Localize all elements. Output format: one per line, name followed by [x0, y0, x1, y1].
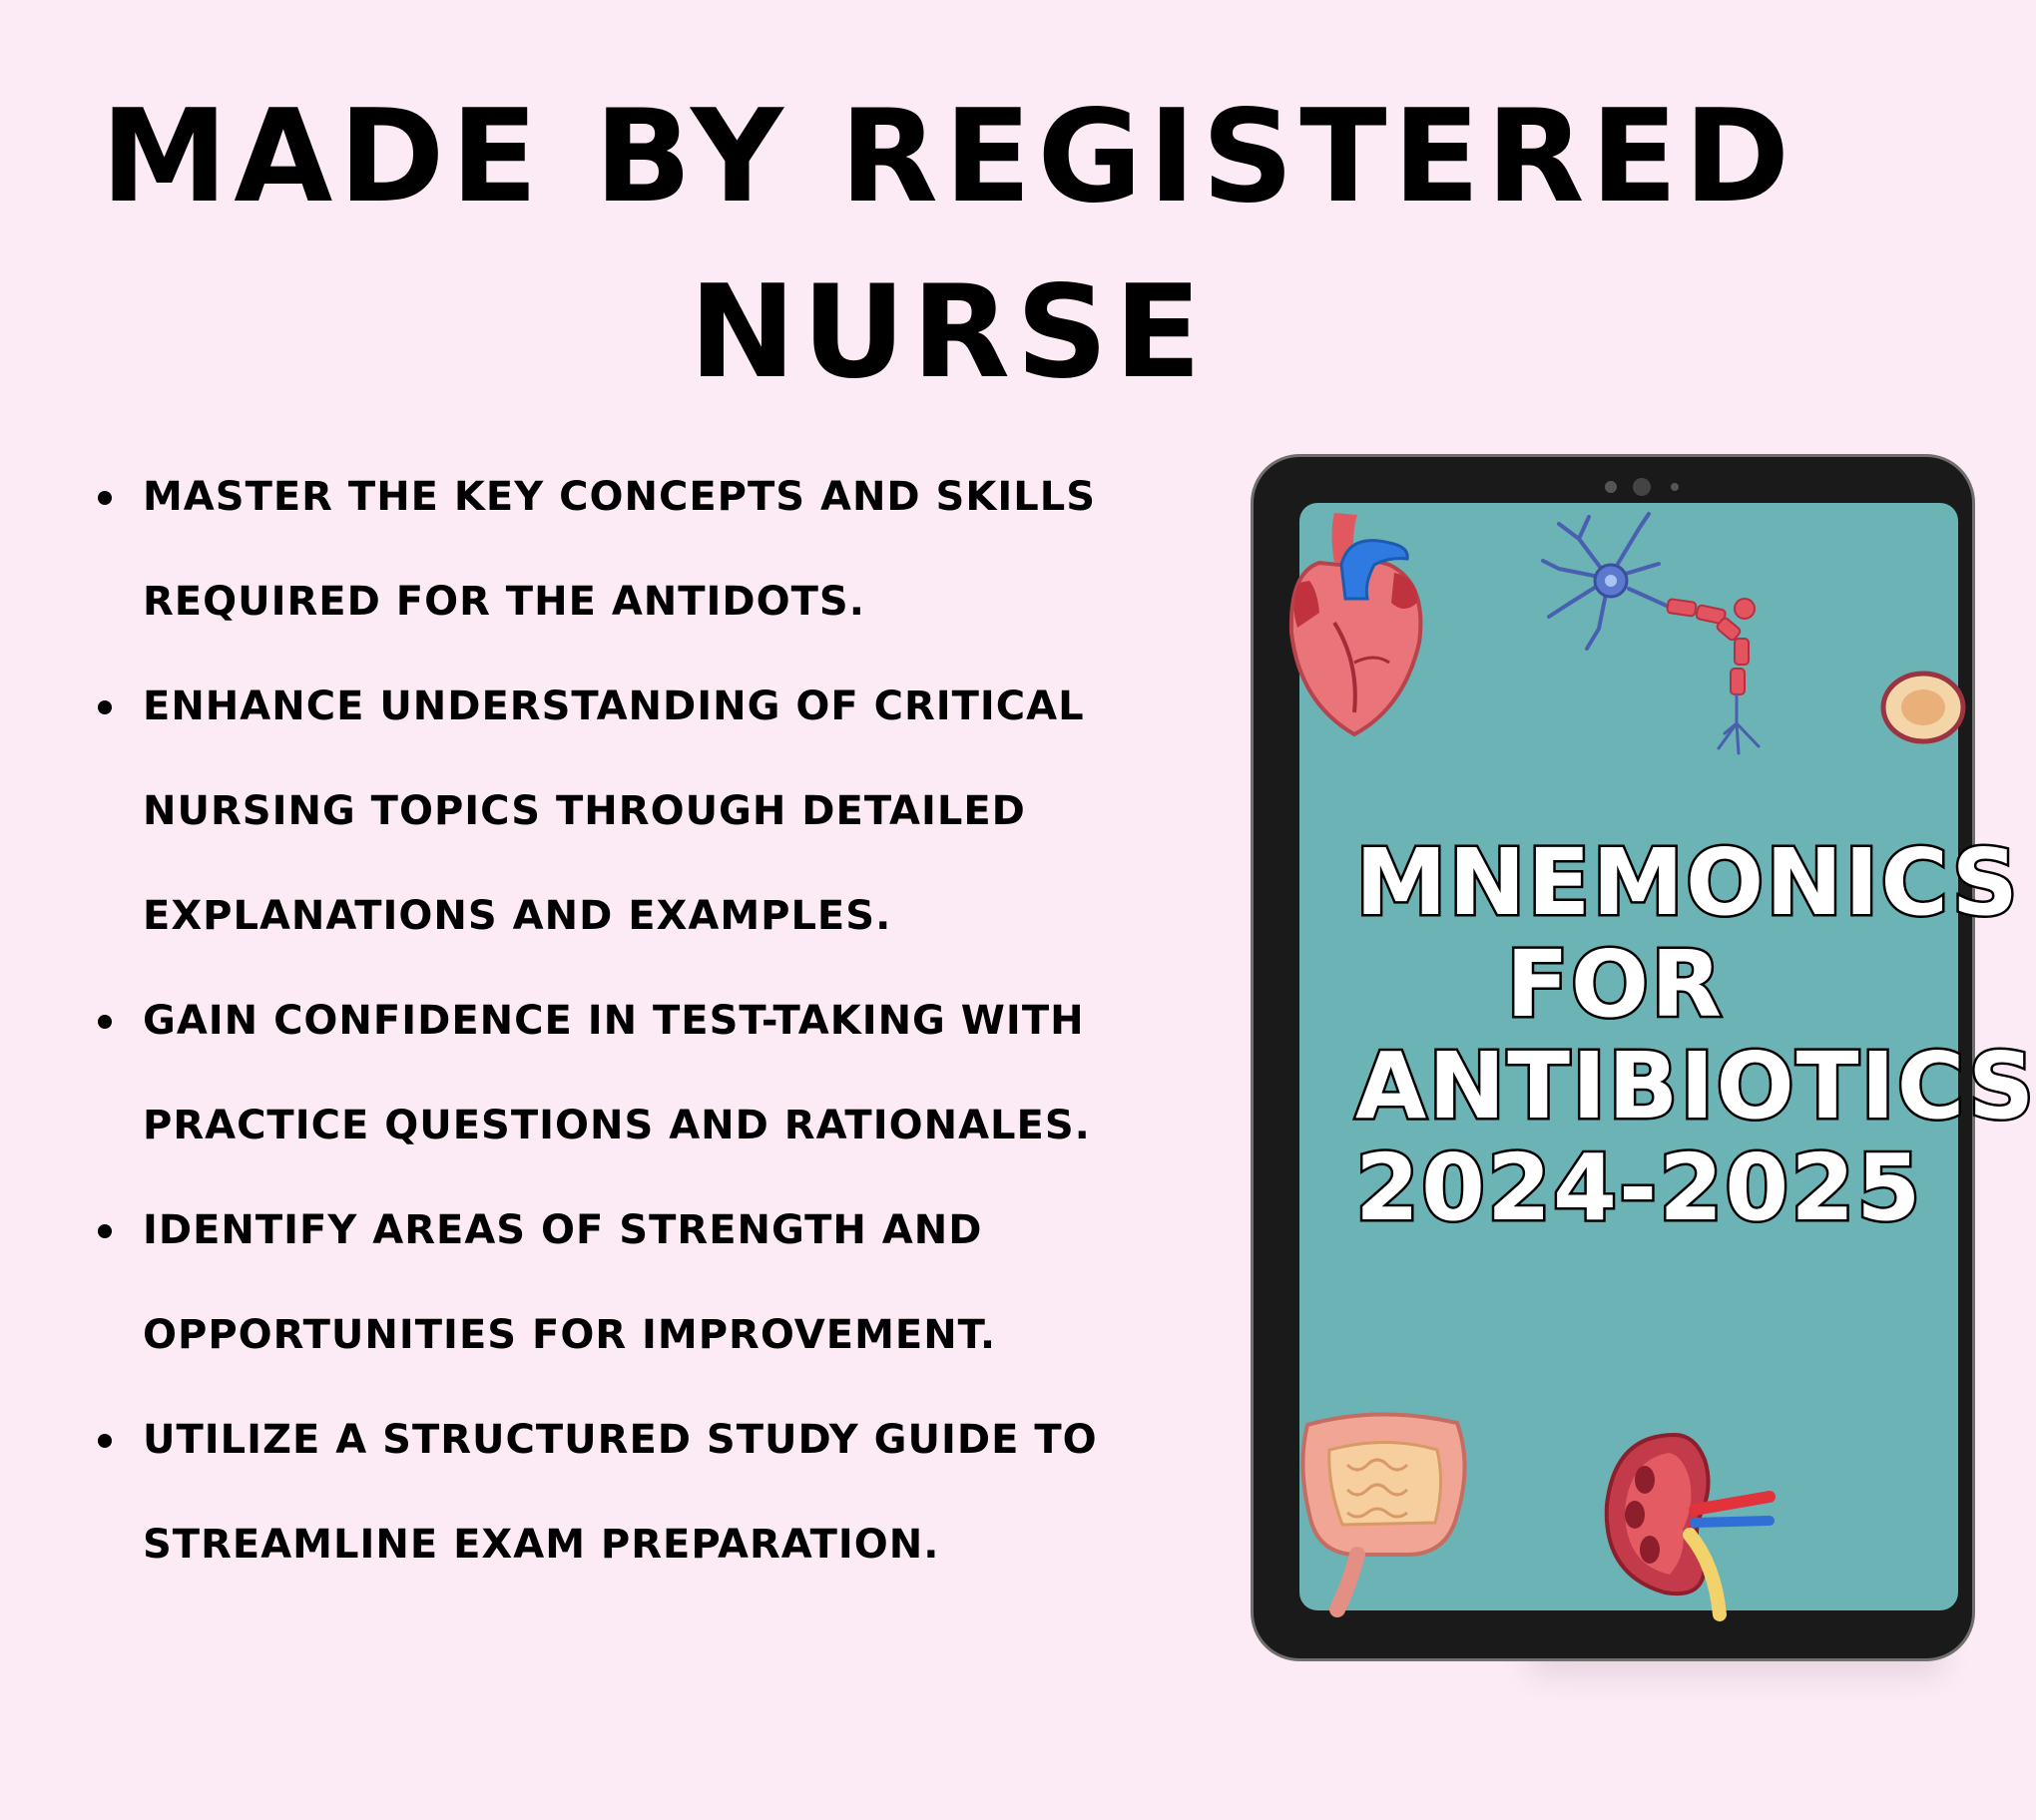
headline-line-1: MADE BY REGISTERED: [100, 83, 1796, 231]
sensor-icon: [1671, 483, 1679, 491]
bullet-icon: [98, 491, 112, 505]
feature-text: UTILIZE A STRUCTURED STUDY GUIDE TO STREAMLINE EXAM PREPARATION.: [143, 1417, 1098, 1568]
headline: [0, 70, 1896, 421]
cover-title-line: 2024-2025: [1355, 1135, 1923, 1241]
feature-item: [95, 445, 1213, 655]
cover-title-line: MNEMONICS: [1355, 829, 2020, 936]
feature-list: [95, 445, 1213, 1597]
cover-title: [1355, 829, 2036, 1241]
tablet-mockup: [1254, 457, 2036, 1658]
feature-text: GAIN CONFIDENCE IN TEST-TAKING WITH PRACTICE QUESTIONS AND RATIONALES.: [143, 998, 1091, 1148]
sensor-icon: [1605, 481, 1617, 493]
feature-item: [95, 1178, 1213, 1388]
bullet-icon: [98, 1224, 112, 1238]
kidney-icon: [1595, 1425, 1784, 1614]
feature-item: [95, 969, 1213, 1178]
organ-partial-icon: [1868, 663, 1958, 752]
camera-icon: [1633, 478, 1651, 496]
heart-icon: [1279, 503, 1429, 742]
feature-text: IDENTIFY AREAS OF STRENGTH AND OPPORTUNITIES FOR IMPROVEMENT.: [143, 1207, 997, 1358]
cover-title-line: ANTIBIOTICS: [1355, 1033, 2036, 1139]
feature-item: [95, 1388, 1213, 1597]
neuron-icon: [1539, 509, 1798, 758]
bullet-icon: [98, 1015, 112, 1029]
bullet-icon: [98, 1434, 112, 1448]
feature-text: ENHANCE UNDERSTANDING OF CRITICAL NURSING TOPICS THROUGH DETAILED EXPLANATIONS AND EXAMPLES.: [143, 683, 1085, 939]
tablet-screen: [1299, 503, 2036, 1610]
feature-item: [95, 655, 1213, 969]
intestine-icon: [1287, 1405, 1477, 1614]
feature-text: MASTER THE KEY CONCEPTS AND SKILLS REQUIRED FOR THE ANTIDOTS.: [143, 474, 1097, 625]
cover-title-line: FOR: [1506, 931, 1724, 1038]
headline-line-2: NURSE: [689, 258, 1208, 407]
bullet-icon: [98, 700, 112, 714]
